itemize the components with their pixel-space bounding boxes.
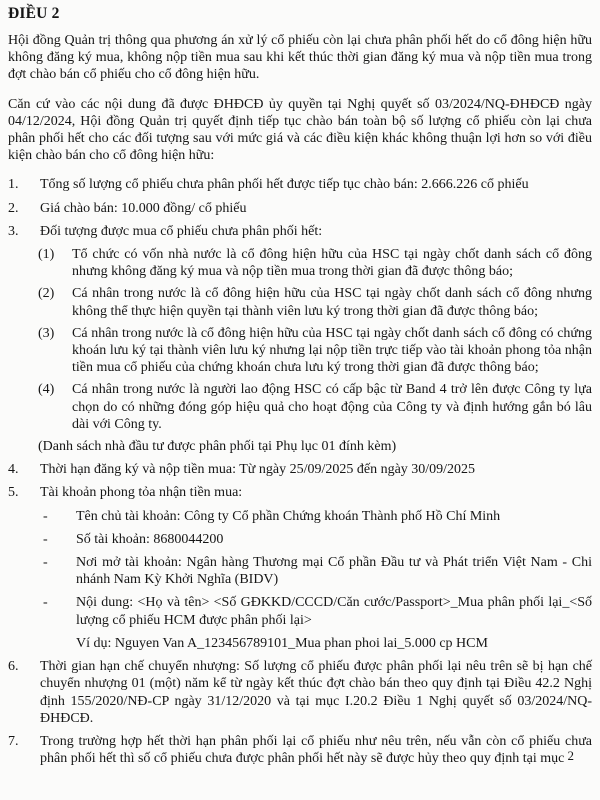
intro-paragraph-2: Căn cứ vào các nội dung đã được ĐHĐCĐ ủy quyền tại Nghị quyết số 03/2024/NQ-ĐHĐCĐ ngày 04/12/2024, Hội đồng Quản trị quyết định tiếp tục chào bán toàn bộ số lượng cổ phiếu còn lại chưa phân phối hết cho các đối tượng sau với mức giá và các điều kiện khác không thuận lợi hơn so với điều kiện chào bán cho cổ đông hiện hữu: — [8, 96, 592, 164]
sub-item-text: Cá nhân trong nước là người lao động HSC có cấp bậc từ Band 4 trở lên được Công ty lựa chọn do có những đóng góp hiệu quả cho hoạt động của Công ty và định hướng gắn bó lâu dài với Công ty. — [72, 382, 592, 432]
dash-marker: - — [43, 508, 48, 524]
account-detail-text: Số tài khoản: 8680044200 — [76, 531, 224, 547]
list-item-marker: 1. — [8, 177, 19, 193]
dash-marker: - — [43, 595, 48, 611]
article-title: ĐIỀU 2 — [8, 5, 60, 22]
list-item-text: Thời gian hạn chế chuyển nhượng: Số lượng cổ phiếu được phân phối lại nêu trên sẽ bị hạn chế chuyển nhượng 01 (một) năm kể từ ngày kết thúc đợt chào bán theo quy định tại Điều 42.2 Nghị định 155/2020/NĐ-CP ngày 31/12/2020 và tại mục I.20.2 Điều 1 Nghị quyết số 03/2024/NQ-ĐHĐCĐ. — [40, 659, 592, 726]
sub-item-marker: (2) — [38, 286, 55, 302]
sub-item-1 — [8, 246, 592, 280]
sub-item-3 — [8, 325, 592, 377]
account-detail-2 — [8, 531, 592, 548]
sub-item-text: Tổ chức có vốn nhà nước là cổ đông hiện hữu của HSC tại ngày chốt danh sách cổ đông nhưng không đăng ký mua và nộp tiền mua trong thời gian đã được thông báo; — [72, 247, 592, 280]
account-detail-4 — [8, 594, 592, 628]
list-item-1 — [8, 176, 592, 193]
sub-item-text: Cá nhân trong nước là cổ đông hiện hữu của HSC tại ngày chốt danh sách cổ đông nhưng không thể thực hiện quyền tại thành viên lưu ký trong thời gian đã được thông báo; — [72, 286, 592, 319]
list-item-text: Tổng số lượng cổ phiếu chưa phân phối hết được tiếp tục chào bán: 2.666.226 cổ phiếu — [40, 177, 529, 193]
list-item-3 — [8, 223, 592, 240]
list-item-marker: 4. — [8, 462, 19, 478]
sub-item-marker: (3) — [38, 325, 55, 341]
sub-item-marker: (4) — [38, 382, 55, 398]
list-item-text: Giá chào bán: 10.000 đồng/ cổ phiếu — [40, 200, 247, 216]
list-item-marker: 7. — [8, 733, 19, 749]
list-item-text: Tài khoản phong tỏa nhận tiền mua: — [40, 485, 243, 501]
intro-paragraph-1: Hội đồng Quản trị thông qua phương án xử lý cổ phiếu còn lại chưa phân phối hết do cổ đông hiện hữu không đăng ký mua, không nộp tiền mua sau khi kết thúc thời gian đăng ký mua và nộp tiền mua trong đợt chào bán cổ phiếu cho cổ đông hiện hữu. — [8, 33, 592, 83]
list-item-7 — [8, 733, 592, 767]
list-item-4 — [8, 461, 592, 478]
list-item-marker: 5. — [8, 485, 19, 501]
list-item-marker: 6. — [8, 659, 19, 675]
list-item-6 — [8, 658, 592, 727]
list-item-2 — [8, 200, 592, 217]
dash-marker: - — [43, 531, 48, 547]
list-item-text: Thời hạn đăng ký và nộp tiền mua: Từ ngày 25/09/2025 đến ngày 30/09/2025 — [40, 462, 476, 478]
list-item-text: Đối tượng được mua cổ phiếu chưa phân phối hết: — [40, 223, 323, 239]
appendix-note: (Danh sách nhà đầu tư được phân phối tại Phụ lục 01 đính kèm) — [38, 439, 397, 455]
list-item-text: Trong trường hợp hết thời hạn phân phối lại cổ phiếu như nêu trên, nếu vẫn còn cổ phiếu chưa phân phối hết thì số cổ phiếu chưa được phân phối hết này sẽ được hủy theo quy định tại mục — [40, 733, 592, 767]
sub-item-4 — [8, 381, 592, 433]
sub-item-marker: (1) — [38, 247, 55, 263]
account-detail-1 — [8, 508, 592, 525]
list-item-marker: 3. — [8, 223, 19, 239]
transfer-example: Ví dụ: Nguyen Van A_123456789101_Mua phan phoi lai_5.000 cp HCM — [76, 635, 488, 651]
account-detail-text: Tên chủ tài khoản: Công ty Cổ phần Chứng khoán Thành phố Hồ Chí Minh — [76, 508, 501, 524]
list-item-marker: 2. — [8, 200, 19, 216]
account-detail-text: Nội dung: <Họ và tên> <Số GĐKKD/CCCD/Căn cước/Passport>_Mua phân phối lại_<Số lượng cổ phiếu HCM được phân phối lại> — [76, 595, 592, 628]
sub-item-2 — [8, 285, 592, 319]
list-item-5 — [8, 484, 592, 501]
account-detail-text: Nơi mở tài khoản: Ngân hàng Thương mại Cổ phần Đầu tư và Phát triển Việt Nam - Chi nhánh Nam Kỳ Khởi Nghĩa (BIDV) — [76, 555, 592, 588]
page-number: 2 — [567, 748, 574, 763]
dash-marker: - — [43, 555, 48, 571]
account-detail-3 — [8, 554, 592, 588]
sub-item-text: Cá nhân trong nước là cổ đông hiện hữu của HSC tại ngày chốt danh sách cổ đông có chứng khoán lưu ký tại thành viên lưu ký nhưng lại nộp tiền trực tiếp vào tài khoản phong tỏa nhận tiền mua cổ phiếu của chứng khoán chưa lưu ký trong thời gian đã được thông báo; — [72, 325, 592, 376]
